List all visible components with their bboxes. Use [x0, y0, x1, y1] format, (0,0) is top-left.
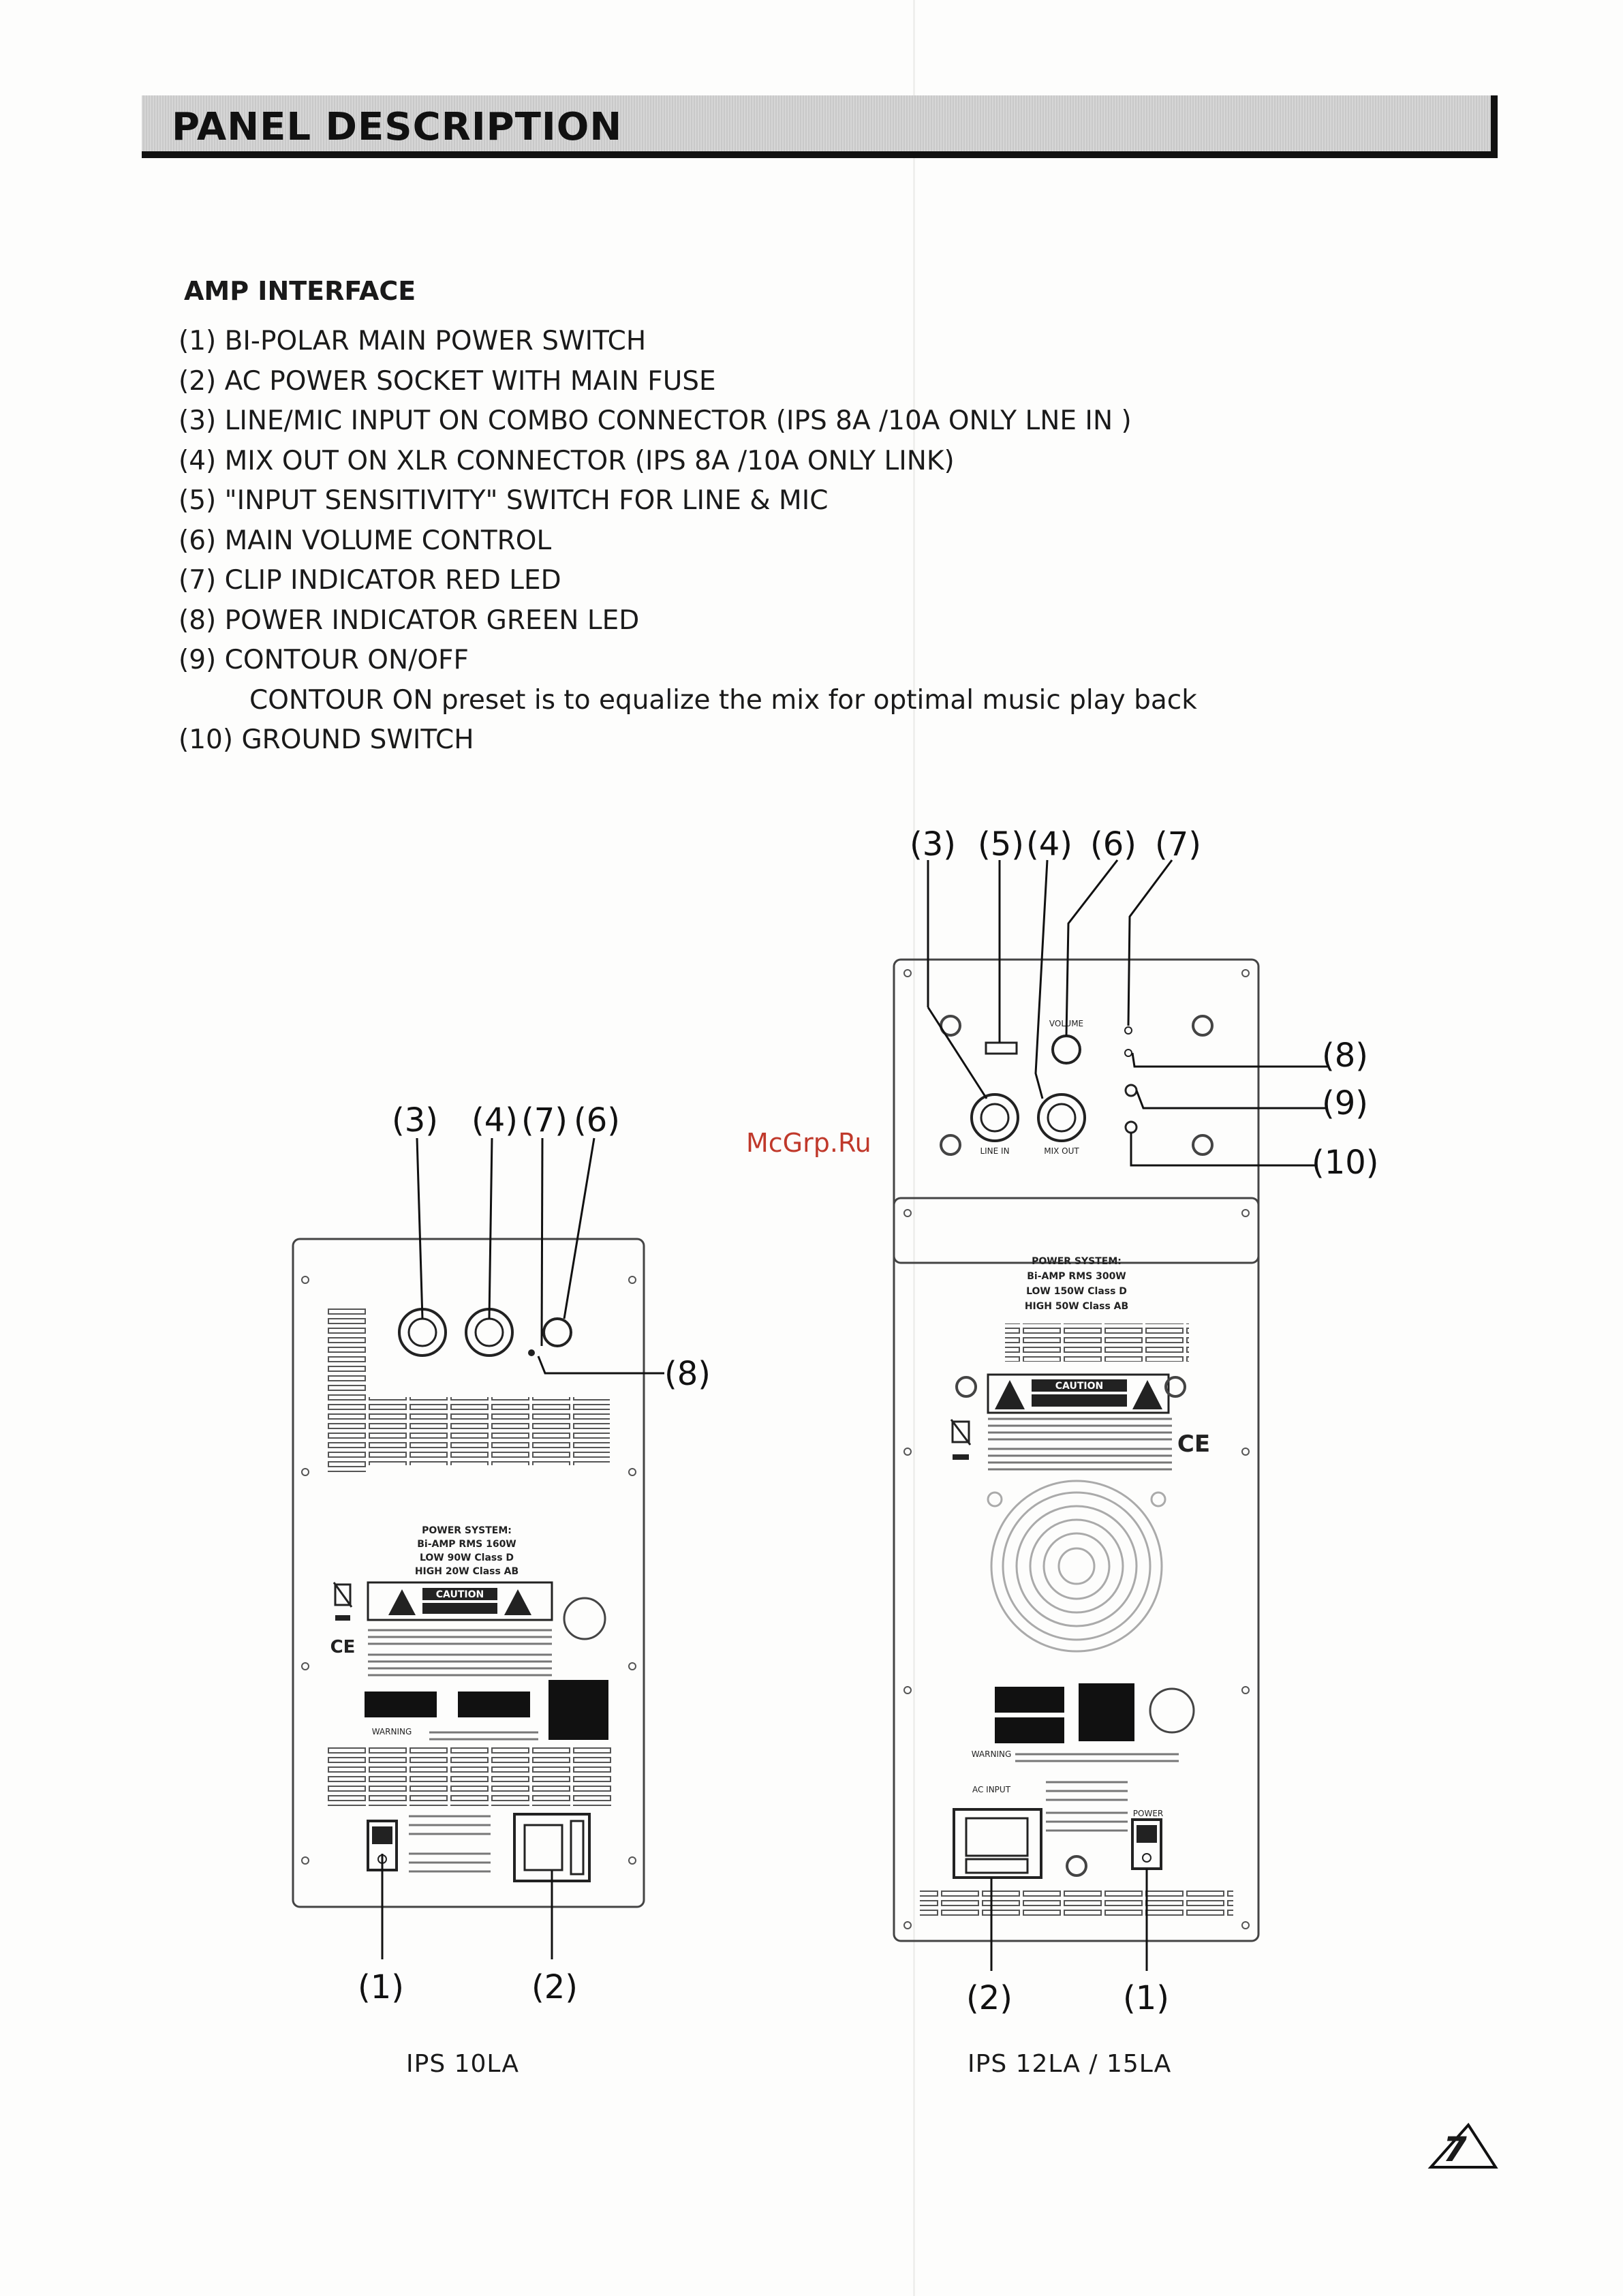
list-item: (3) LINE/MIC INPUT ON COMBO CONNECTOR (IPS 8A /10A ONLY LNE IN ): [179, 405, 1132, 436]
list-item: (1) BI-POLAR MAIN POWER SWITCH: [179, 326, 647, 356]
right-caution: CAUTION: [1055, 1381, 1104, 1392]
right-spec-2: LOW 150W Class D: [1026, 1286, 1127, 1297]
callout: (9): [1322, 1084, 1368, 1122]
callout: (2): [531, 1968, 578, 2006]
callout: (3): [910, 825, 956, 863]
warning-triangle-icon: [504, 1589, 531, 1615]
list-item: (8) POWER INDICATOR GREEN LED: [179, 604, 640, 636]
left-caution: CAUTION: [435, 1589, 484, 1600]
callout: (7): [521, 1101, 568, 1139]
model-label-left: IPS 10LA: [406, 2050, 519, 2078]
right-amp-panel: [894, 860, 1327, 1971]
left-spec-3: HIGH 20W Class AB: [414, 1566, 519, 1577]
callout: (8): [664, 1355, 711, 1393]
right-volume-label: VOLUME: [1049, 1019, 1084, 1028]
list-item: (2) AC POWER SOCKET WITH MAIN FUSE: [179, 365, 716, 397]
page-title: PANEL DESCRIPTION: [172, 105, 623, 149]
callout: (7): [1155, 825, 1201, 863]
warning-triangle-icon: [1132, 1380, 1162, 1409]
left-spec-1: Bi-AMP RMS 160W: [417, 1539, 516, 1550]
page-number: 7: [1443, 2130, 1467, 2169]
list-item: (10) GROUND SWITCH: [179, 724, 474, 755]
left-spec-2: LOW 90W Class D: [419, 1552, 514, 1563]
callout: (1): [1123, 1979, 1169, 2017]
callout: (5): [978, 825, 1024, 863]
left-warning: WARNING: [371, 1727, 412, 1736]
right-spec-3: HIGH 50W Class AB: [1024, 1301, 1129, 1312]
right-power-label: POWER: [1132, 1809, 1164, 1818]
warning-triangle-icon: [388, 1589, 416, 1615]
right-warning: WARNING: [971, 1749, 1012, 1759]
right-spec-1: Bi-AMP RMS 300W: [1027, 1271, 1126, 1282]
list-item: (7) CLIP INDICATOR RED LED: [179, 565, 561, 596]
right-power-system: POWER SYSTEM:: [1032, 1256, 1122, 1267]
list-item: (5) "INPUT SENSITIVITY" SWITCH FOR LINE & MIC: [179, 485, 829, 516]
list-item: (9) CONTOUR ON/OFF: [179, 645, 469, 675]
watermark: McGrp.Ru: [746, 1128, 871, 1158]
callout: (6): [574, 1101, 620, 1139]
callout: (10): [1312, 1144, 1379, 1182]
callout: (4): [1026, 825, 1072, 863]
list-item-note: CONTOUR ON preset is to equalize the mix for optimal music play back: [249, 684, 1197, 716]
iso-seal-icon: [564, 1598, 605, 1639]
callout: (2): [966, 1979, 1013, 2017]
callout: (6): [1090, 825, 1137, 863]
model-label-right: IPS 12LA / 15LA: [968, 2050, 1172, 2078]
callout: (8): [1322, 1037, 1368, 1075]
callout: (4): [472, 1101, 518, 1139]
fan-grille-icon: [991, 1481, 1162, 1651]
callout: (3): [392, 1101, 438, 1139]
list-item: (6) MAIN VOLUME CONTROL: [179, 525, 552, 556]
right-mix-out-label: MIX OUT: [1044, 1146, 1079, 1156]
section-title: AMP INTERFACE: [184, 276, 416, 306]
warning-triangle-icon: [995, 1380, 1025, 1409]
right-ce-mark: CE: [1177, 1430, 1211, 1458]
left-amp-panel: [293, 1138, 664, 1959]
callout: (1): [358, 1968, 404, 2006]
right-line-in-label: LINE IN: [980, 1146, 1010, 1156]
left-ce-mark: CE: [330, 1637, 356, 1657]
right-ac-input-label: AC INPUT: [972, 1785, 1011, 1794]
left-power-system: POWER SYSTEM:: [422, 1525, 512, 1536]
iso-seal-icon: [1150, 1689, 1194, 1732]
list-item: (4) MIX OUT ON XLR CONNECTOR (IPS 8A /10A ONLY LINK): [179, 445, 955, 476]
